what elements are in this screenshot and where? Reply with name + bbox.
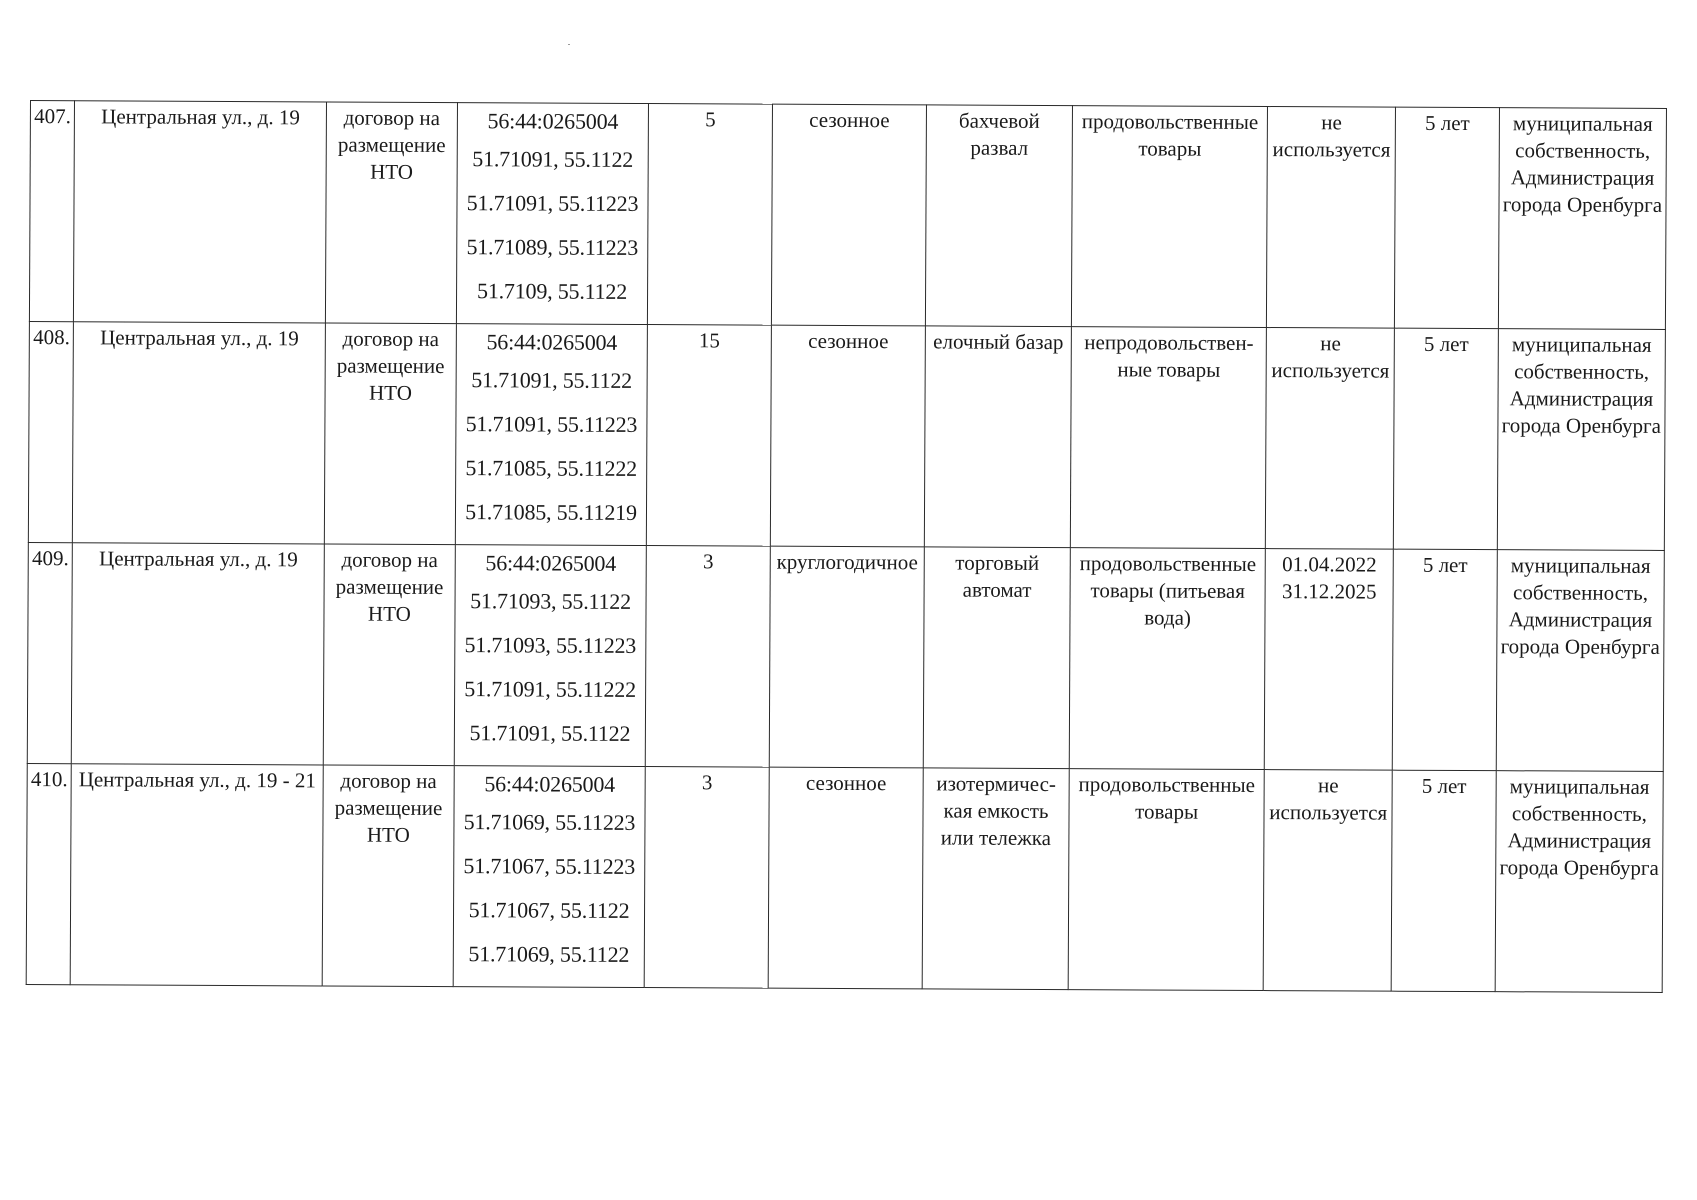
period-cell: 01.04.2022 31.12.2025	[1265, 549, 1394, 771]
term-cell: 5 лет	[1393, 328, 1498, 550]
coordinate: 51.71089, 55.11223	[466, 234, 639, 260]
specialization-cell: продовольственные товары	[1068, 769, 1264, 991]
period-cell: не используется	[1266, 328, 1395, 550]
cadastral-coords-cell	[453, 766, 645, 988]
object-type-cell: елочный базар	[924, 326, 1071, 548]
coordinate: 51.71085, 55.11219	[465, 499, 637, 525]
area-cell: 3	[645, 546, 770, 768]
term-cell: 5 лет	[1391, 770, 1496, 992]
cadastral-coords-cell	[455, 324, 647, 546]
row-number: 408.	[28, 321, 73, 542]
table-row	[26, 763, 1663, 992]
mode-cell: сезонное	[768, 767, 923, 989]
basis-cell: договор на размещение НТО	[322, 765, 454, 987]
coordinate: 51.71091, 55.11222	[464, 676, 636, 702]
specialization-cell: непродовольствен-ные товары	[1070, 327, 1266, 549]
owner-cell: муниципальная собственность, Администрация города Оренбурга	[1495, 771, 1663, 993]
mode-cell: круглогодичное	[769, 546, 924, 768]
basis-cell: договор на размещение НТО	[324, 323, 456, 545]
basis-cell: договор на размещение НТО	[323, 544, 455, 766]
cadastral-coords-cell	[454, 545, 646, 767]
coordinate: 51.71091, 55.11223	[466, 190, 639, 216]
coordinate: 51.71091, 55.1122	[469, 720, 631, 746]
cadastral-number: 56:44:0265004	[485, 550, 617, 576]
term-cell: 5 лет	[1395, 107, 1500, 329]
owner-cell: муниципальная собственность, Администрация города Оренбурга	[1498, 108, 1666, 330]
row-number: 410.	[26, 763, 71, 984]
row-number: 407.	[29, 101, 74, 322]
nto-placement-table	[26, 100, 1667, 993]
coordinate: 51.71069, 55.11223	[463, 809, 636, 835]
address-cell: Центральная ул., д. 19	[73, 322, 326, 544]
area-cell: 5	[648, 104, 773, 326]
coordinate: 51.71069, 55.1122	[468, 941, 630, 967]
cadastral-number: 56:44:0265004	[484, 771, 616, 797]
basis-cell: договор на размещение НТО	[325, 102, 457, 324]
mode-cell: сезонное	[771, 104, 926, 326]
coordinate: 51.71093, 55.1122	[470, 588, 632, 614]
coordinate: 51.7109, 55.1122	[477, 278, 628, 304]
object-type-cell: торговый автомат	[923, 547, 1070, 769]
address-cell: Центральная ул., д. 19	[72, 543, 325, 765]
owner-cell: муниципальная собственность, Администрация города Оренбурга	[1497, 329, 1665, 551]
coordinate: 51.71067, 55.1122	[468, 897, 630, 923]
area-cell: 15	[646, 325, 771, 547]
coordinate: 51.71067, 55.11223	[463, 853, 636, 879]
owner-cell: муниципальная собственность, Администрация города Оренбурга	[1496, 550, 1664, 772]
coordinate: 51.71093, 55.11223	[464, 632, 637, 658]
coordinate: 51.71091, 55.1122	[471, 367, 633, 393]
scan-artifact	[568, 44, 570, 45]
table-row	[28, 321, 1665, 550]
coordinate: 51.71091, 55.1122	[472, 146, 634, 172]
period-cell: не используется	[1267, 107, 1396, 329]
term-cell: 5 лет	[1392, 549, 1497, 771]
cadastral-number: 56:44:0265004	[486, 329, 618, 355]
cadastral-coords-cell	[456, 103, 648, 325]
coordinate: 51.71085, 55.11222	[465, 455, 638, 481]
mode-cell: сезонное	[770, 325, 925, 547]
cadastral-number: 56:44:0265004	[487, 108, 619, 134]
object-type-cell: изотермичес-кая емкость или тележка	[922, 768, 1069, 990]
specialization-cell: продовольственные товары	[1071, 106, 1267, 328]
specialization-cell: продовольственные товары (питьевая вода)	[1069, 548, 1265, 770]
object-type-cell: бахчевой развал	[925, 105, 1072, 327]
period-cell: не используется	[1263, 770, 1392, 992]
row-number: 409.	[27, 542, 72, 763]
area-cell: 3	[644, 767, 769, 989]
address-cell: Центральная ул., д. 19 - 21	[70, 764, 323, 986]
address-cell: Центральная ул., д. 19	[74, 101, 327, 323]
table-row	[29, 101, 1666, 330]
coordinate: 51.71091, 55.11223	[465, 411, 638, 437]
table-row	[27, 542, 1664, 771]
